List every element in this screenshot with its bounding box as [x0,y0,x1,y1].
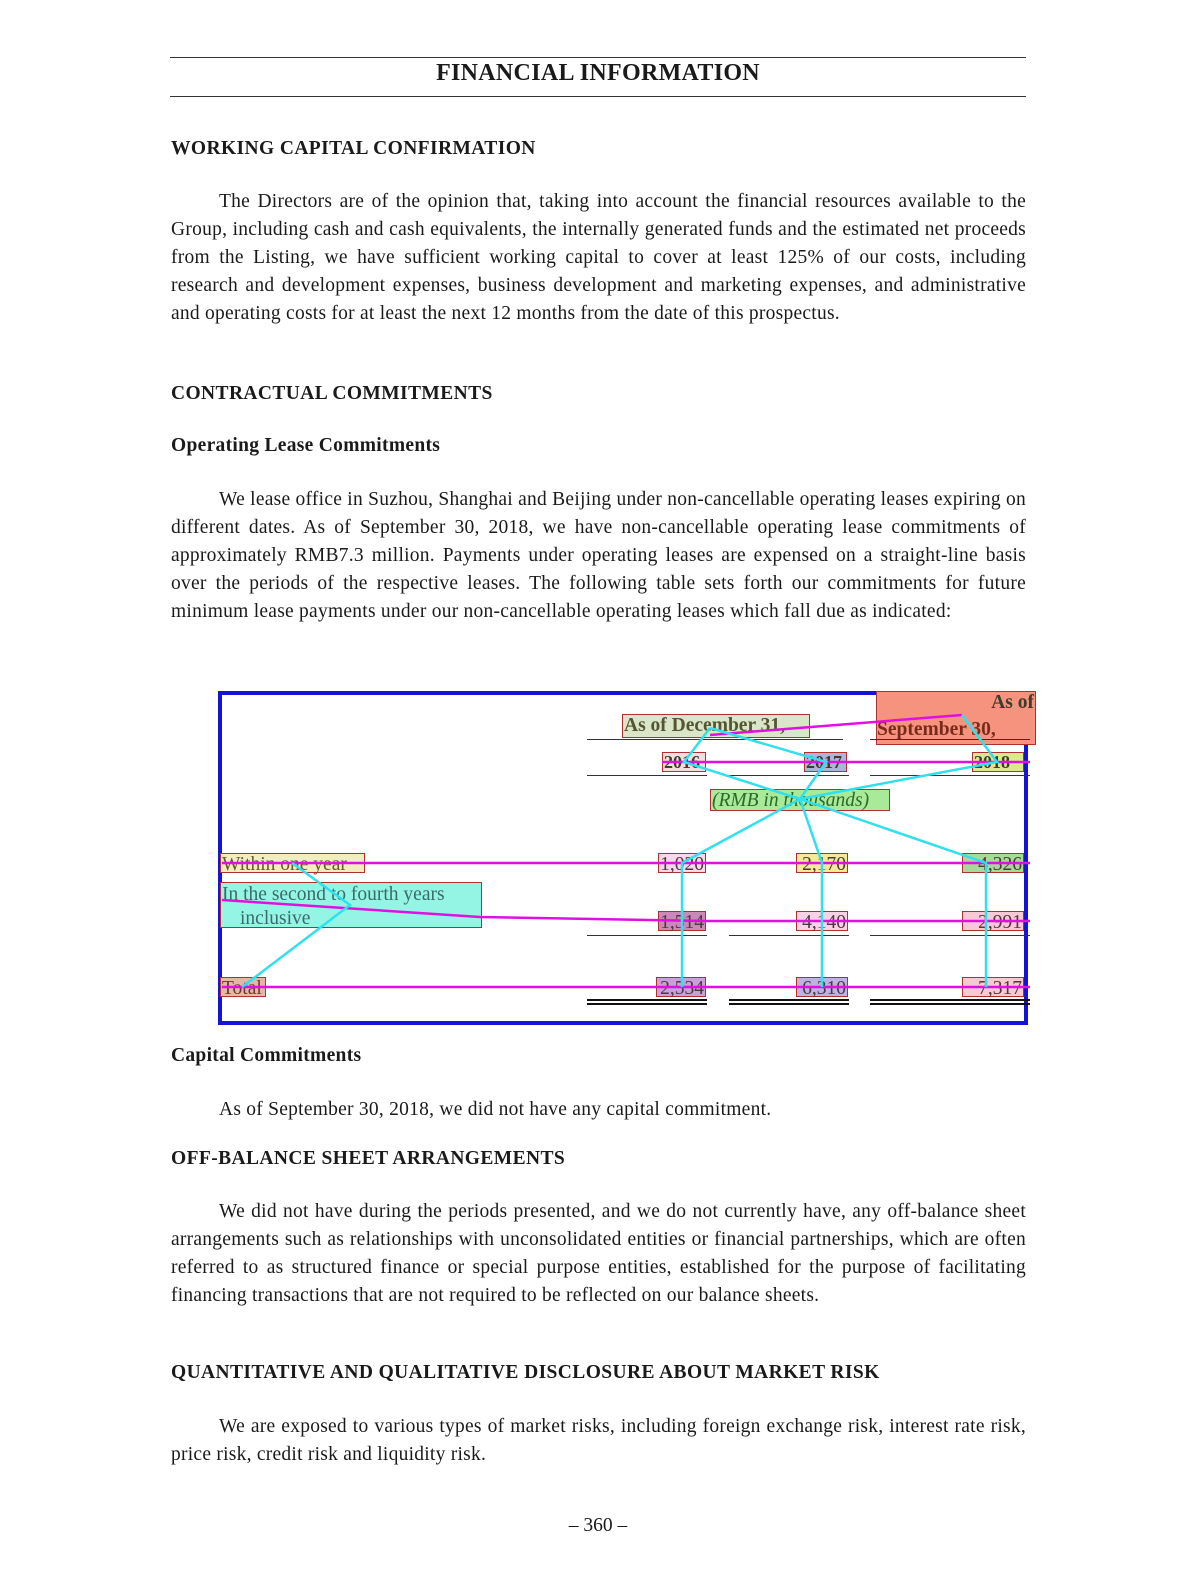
contractual-commitments-heading: CONTRACTUAL COMMITMENTS [171,383,493,404]
row2-value-2017: 4,140 [796,911,848,931]
link-units-col-2018 [800,799,986,987]
header-december: As of December 31, [622,714,810,738]
link-units-col-2016 [682,799,800,987]
page-number: – 360 – [568,1515,628,1536]
lease-commitments-table [218,691,1034,1025]
year-2018: 2018 [972,752,1024,772]
link-row-labels [242,863,350,987]
annotation-overlay [222,695,1032,1029]
row1-value-2018: 4,326 [962,853,1024,873]
off-balance-heading: OFF-BALANCE SHEET ARRANGEMENTS [171,1148,566,1169]
row1-value-2016: 1,020 [658,853,706,873]
row3-value-2017: 6,310 [796,977,848,997]
row3-value-2018: 7,317 [962,977,1024,997]
header-sep-line2: September 30, [877,719,996,740]
market-risk-paragraph: We are exposed to various types of market risks, including foreign exchange risk, interest rate risk, price risk, credit risk and liquidity risk. [171,1416,1026,1465]
unit-label: (RMB in thousands) [710,789,890,811]
header-sep-line1: As of [991,692,1034,713]
header-top-rule [170,57,1026,58]
year-2016: 2016 [662,752,706,772]
row2-value-2018: 2,991 [962,911,1024,931]
primary-links [222,715,1030,987]
row2-value-2016: 1,514 [658,911,706,931]
row1-value-2017: 2,170 [796,853,848,873]
operating-lease-paragraph: We lease office in Suzhou, Shanghai and Beijing under non-cancellable operating leases expiring on different dates. As of September 30, 2018, we have non-cancellable operating lease commitments of approximately RMB7.3 million. Payments under operating leases are expensed on a straight-line basis over the periods of the respective leases. The following table sets forth our commitments for future minimum lease payments under our non-cancellable operating leases which fall due as indicated: [171,489,1026,622]
row-total-label: Total [220,977,266,997]
operating-lease-subheading: Operating Lease Commitments [171,435,441,456]
row2-label-line2: inclusive [240,908,311,929]
row2-label-line1: In the second to fourth years [222,884,445,905]
year-2017: 2017 [804,752,847,772]
capital-commitments-paragraph: As of September 30, 2018, we did not have any capital commitment. [219,1099,772,1120]
secondary-links [242,715,997,987]
capital-commitments-subheading: Capital Commitments [171,1045,362,1066]
working-capital-heading: WORKING CAPITAL CONFIRMATION [171,138,536,159]
link-header-row [710,715,962,735]
page-header-title: FINANCIAL INFORMATION [436,60,760,86]
row3-value-2016: 2,534 [656,977,706,997]
market-risk-heading: QUANTITATIVE AND QUALITATIVE DISCLOSURE ABOUT MARKET RISK [171,1362,880,1383]
link-dec-to-years [684,728,826,799]
header-bottom-rule [170,96,1026,97]
working-capital-paragraph: The Directors are of the opinion that, taking into account the financial resources available to the Group, including cash and cash equivalents, the internally generated funds and the estimated net proceeds from the Listing, we have sufficient working capital to cover at least 125% of our costs, including research and development expenses, business development and marketing expenses, and administrative and operating costs for at least the next 12 months from the date of this prospectus. [171,191,1026,324]
row-within-one-year-label: Within one year [220,853,365,873]
link-units-col-2017 [800,799,822,987]
off-balance-paragraph: We did not have during the periods presented, and we do not currently have, any off-balance sheet arrangements such as relationships with unconsolidated entities or financial partnerships, which are often referred to as structured finance or special purpose entities, established for the purpose of facilitating financing transactions that are not required to be reflected on our balance sheets. [171,1201,1026,1306]
link-sep-to-units [800,715,997,799]
